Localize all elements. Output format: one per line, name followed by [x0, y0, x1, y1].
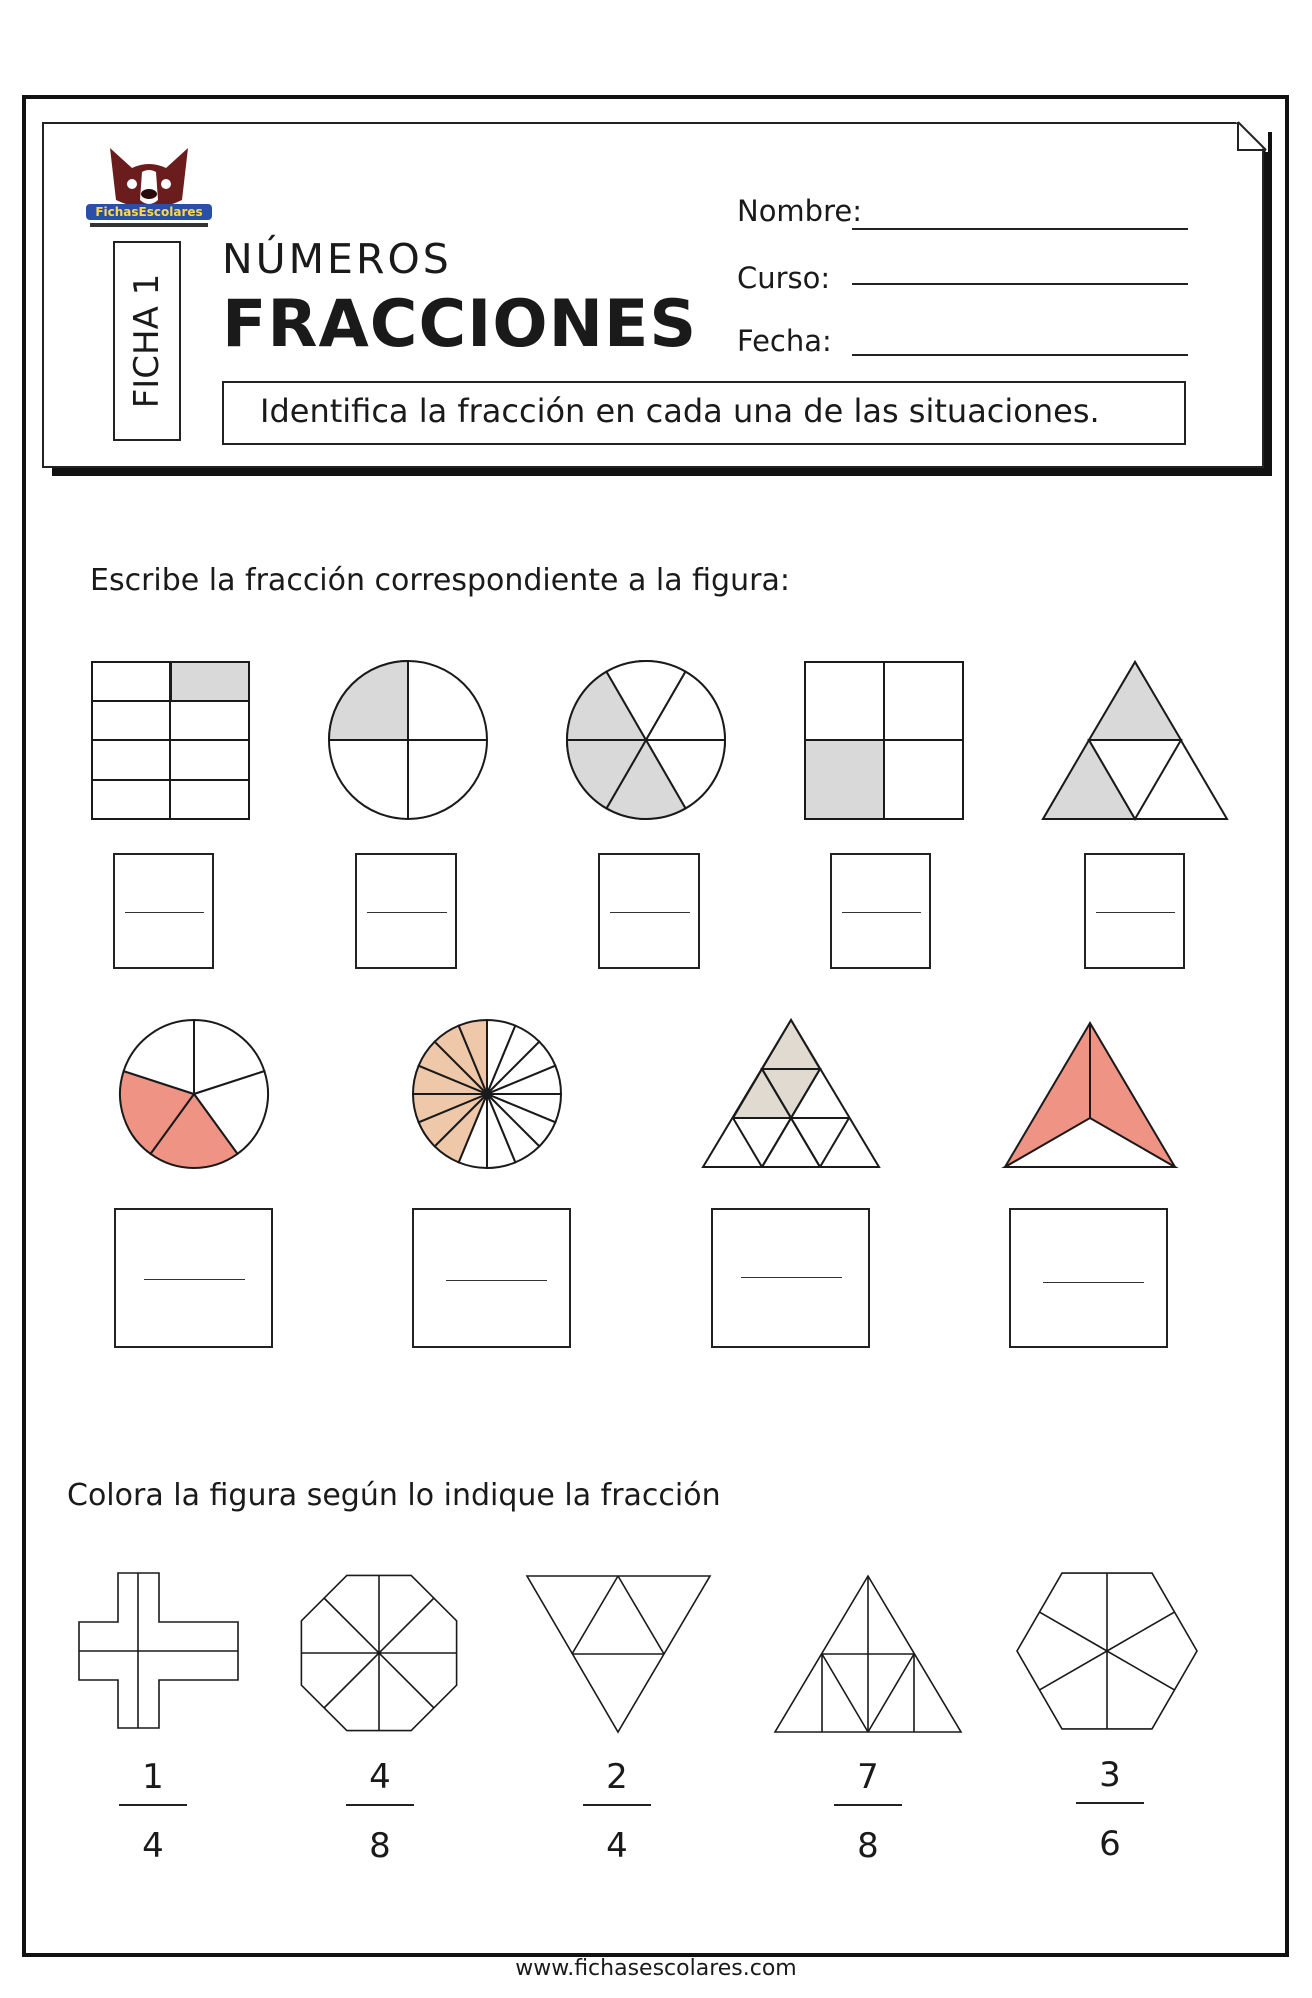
figure-square-quarters — [805, 662, 963, 819]
figure-triangle-quarters — [1043, 662, 1227, 819]
figure-circle-quarters — [329, 661, 487, 819]
figure-hexagon — [1017, 1573, 1197, 1729]
figure-grid-rectangle — [92, 662, 249, 819]
name-label: Nombre: — [737, 194, 862, 228]
figure-octagon — [301, 1575, 456, 1730]
answer-box-5[interactable] — [1084, 853, 1185, 969]
fraction-3-bar — [583, 1804, 651, 1806]
figure-inverted-triangle — [527, 1576, 710, 1732]
figure-circle-sixteenths — [413, 1020, 561, 1168]
fraction-4-denominator: 8 — [857, 1826, 879, 1866]
answer-box-6[interactable] — [114, 1208, 273, 1348]
figure-cross — [79, 1573, 238, 1728]
fraction-1-bar — [119, 1804, 187, 1806]
section2-prompt: Colora la figura según lo indique la fracción — [67, 1478, 721, 1513]
answer-box-8[interactable] — [711, 1208, 870, 1348]
date-label: Fecha: — [737, 324, 832, 358]
figure-triangle-ninths — [703, 1020, 879, 1167]
page-title: FRACCIONES — [222, 287, 698, 362]
answer-box-4[interactable] — [830, 853, 931, 969]
answer-box-2[interactable] — [355, 853, 457, 969]
fraction-5-numerator: 3 — [1099, 1755, 1121, 1795]
answer-box-9[interactable] — [1009, 1208, 1168, 1348]
footer-url[interactable]: www.fichasescolares.com — [515, 1956, 797, 1981]
ficha-label: FICHA 1 — [127, 273, 167, 409]
section1-prompt: Escribe la fracción correspondiente a la figura: — [90, 563, 790, 598]
answer-box-7[interactable] — [412, 1208, 571, 1348]
course-label: Curso: — [737, 261, 831, 295]
fraction-1-numerator: 1 — [142, 1757, 164, 1797]
subject-label: NÚMEROS — [222, 235, 452, 283]
fraction-2-numerator: 4 — [369, 1757, 391, 1797]
logo-text: FichasEscolares — [95, 205, 203, 219]
figure-triangle-eighths — [775, 1576, 961, 1732]
fraction-4-bar — [834, 1804, 902, 1806]
fraction-2-bar — [346, 1804, 414, 1806]
answer-box-1[interactable] — [113, 853, 214, 969]
instruction-text: Identifica la fracción en cada una de las situaciones. — [260, 392, 1100, 430]
fraction-4-numerator: 7 — [857, 1757, 879, 1797]
fraction-2-denominator: 8 — [369, 1826, 391, 1866]
fraction-3-numerator: 2 — [606, 1757, 628, 1797]
figure-circle-fifths — [120, 1020, 268, 1168]
figure-triangle-thirds — [1005, 1023, 1175, 1167]
fraction-5-denominator: 6 — [1099, 1824, 1121, 1864]
fraction-3-denominator: 4 — [606, 1826, 628, 1866]
fraction-1-denominator: 4 — [142, 1826, 164, 1866]
answer-box-3[interactable] — [598, 853, 700, 969]
fraction-5-bar — [1076, 1802, 1144, 1804]
